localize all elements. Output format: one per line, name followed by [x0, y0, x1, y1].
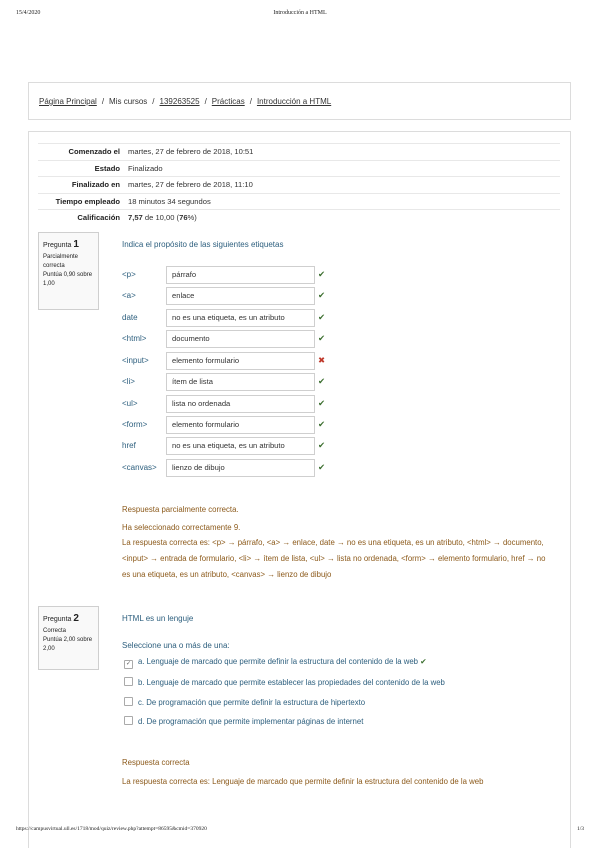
match-row	[122, 352, 332, 371]
option-text: a. Lenguaje de marcado que permite definir la estructura del contenido de la web	[138, 657, 418, 666]
match-row	[122, 437, 332, 456]
breadcrumb-course-link[interactable]: 139263525	[159, 97, 200, 106]
check-icon: ✔	[318, 290, 326, 300]
quiz-review-panel	[28, 131, 571, 848]
match-stem: <form>	[122, 420, 148, 429]
question-label: Pregunta	[43, 242, 72, 249]
check-icon: ✔	[318, 462, 326, 472]
question-2-info	[38, 606, 99, 670]
answer-option-a[interactable]	[124, 657, 427, 669]
match-select[interactable]: elemento formulario	[166, 352, 315, 370]
question-number	[43, 611, 94, 627]
breadcrumb: Página Principal / Mis cursos / 139263525 / Prácticas / Introducción a HTML	[39, 97, 332, 106]
answer-option-b[interactable]	[124, 677, 445, 687]
match-stem: href	[122, 441, 136, 450]
summary-label: Finalizado en	[38, 177, 128, 194]
question-1-info	[38, 232, 99, 310]
summary-label: Estado	[38, 160, 128, 177]
match-select[interactable]: elemento formulario	[166, 416, 315, 434]
summary-value: 18 minutos 34 segundos	[128, 193, 560, 210]
checkbox[interactable]	[124, 697, 133, 706]
question-1-selected-correct: Ha seleccionado correctamente 9.	[122, 523, 241, 532]
match-stem: <li>	[122, 377, 135, 386]
match-select[interactable]: lista no ordenada	[166, 395, 315, 413]
check-icon: ✔	[318, 269, 326, 279]
question-2-feedback: Respuesta correcta	[122, 758, 190, 767]
question-number-value: 1	[73, 239, 79, 250]
match-row	[122, 373, 332, 392]
check-icon: ✔	[318, 398, 326, 408]
check-icon: ✔	[318, 376, 326, 386]
match-stem: <html>	[122, 334, 147, 343]
question-2-prompt: Seleccione una o más de una:	[122, 641, 230, 650]
question-state: Parcialmente correcta	[43, 253, 79, 269]
question-1-text: Indica el propósito de las siguientes etiquetas	[122, 240, 284, 249]
summary-row-time	[38, 193, 560, 210]
match-row	[122, 287, 332, 306]
checkbox[interactable]	[124, 716, 133, 725]
match-row	[122, 309, 332, 328]
check-icon: ✔	[420, 657, 427, 666]
match-stem: <a>	[122, 291, 136, 300]
check-icon: ✔	[318, 419, 326, 429]
breadcrumb-home-link[interactable]: Página Principal	[39, 97, 97, 106]
breadcrumb-activity-link[interactable]: Introducción a HTML	[256, 97, 332, 106]
summary-row-finished	[38, 177, 560, 194]
print-page-number: 1/3	[576, 826, 584, 832]
breadcrumb-panel	[28, 82, 571, 120]
question-points: Puntúa 0,90 sobre 1,00	[43, 272, 93, 288]
match-row	[122, 330, 332, 349]
match-select[interactable]: párrafo	[166, 266, 315, 284]
print-title: Introducción a HTML	[273, 10, 327, 16]
summary-row-started	[38, 144, 560, 161]
print-date: 15/4/2020	[16, 10, 41, 16]
question-state: Correcta	[43, 627, 67, 634]
question-1-feedback: Respuesta parcialmente correcta.	[122, 505, 239, 514]
question-2-right-answer: La respuesta correcta es: Lenguaje de marcado que permite definir la estructura del contenido de la web	[122, 777, 484, 786]
match-select[interactable]: documento	[166, 330, 315, 348]
question-2-text: HTML es un lenguje	[122, 614, 194, 623]
grade-percent: 76	[179, 213, 188, 223]
match-select[interactable]: no es una etiqueta, es un atributo	[166, 309, 315, 327]
check-icon: ✔	[318, 333, 326, 343]
summary-label: Calificación	[38, 210, 128, 226]
match-stem: date	[122, 313, 138, 322]
summary-value: Finalizado	[128, 160, 560, 177]
option-text: b. Lenguaje de marcado que permite establecer las propiedades del contenido de la web	[138, 678, 445, 687]
summary-value	[128, 210, 560, 226]
match-row	[122, 266, 332, 285]
answer-option-d[interactable]	[124, 716, 363, 726]
grade-percent-suffix: %)	[187, 213, 197, 223]
summary-value: martes, 27 de febrero de 2018, 10:51	[128, 144, 560, 161]
summary-value: martes, 27 de febrero de 2018, 11:10	[128, 177, 560, 194]
summary-row-state	[38, 160, 560, 177]
grade-total: de 10,00 (	[142, 213, 180, 223]
match-stem: <p>	[122, 270, 136, 279]
check-icon: ✔	[318, 312, 326, 322]
summary-label: Tiempo empleado	[38, 193, 128, 210]
question-number	[43, 237, 94, 253]
checkbox[interactable]	[124, 677, 133, 686]
match-select[interactable]: no es una etiqueta, es un atributo	[166, 437, 315, 455]
attempt-summary-table	[38, 143, 560, 226]
match-stem: <canvas>	[122, 463, 157, 472]
question-label: Pregunta	[43, 616, 72, 623]
cross-icon: ✖	[318, 355, 326, 365]
print-url: https://campusvirtual.ull.es/1718/mod/quiz/review.php?attempt=86595&cmid=370920	[16, 826, 207, 832]
match-select[interactable]: ítem de lista	[166, 373, 315, 391]
summary-label: Comenzado el	[38, 144, 128, 161]
option-text: d. De programación que permite implementar páginas de internet	[138, 717, 364, 726]
match-stem: <input>	[122, 356, 149, 365]
summary-row-grade	[38, 210, 560, 226]
check-icon: ✔	[318, 440, 326, 450]
question-points: Puntúa 2,00 sobre 2,00	[43, 636, 93, 653]
match-row	[122, 459, 332, 478]
question-1-right-answer: La respuesta correcta es: <p> → párrafo, <a> → enlace, date → no es una etiqueta, es un atributo, <html> → documento, <input> → entrada de formulario, <li> → ítem de lista, <ul> → lista no ordenada, <form> → elemento formulario, href → no es una etiqueta, es un atributo, <canvas> → lienzo de dibujo	[122, 538, 546, 579]
grade-value: 7,57	[128, 213, 143, 223]
match-row	[122, 395, 332, 414]
match-select[interactable]: lienzo de dibujo	[166, 459, 315, 477]
print-footer	[16, 826, 584, 836]
match-select[interactable]: enlace	[166, 287, 315, 305]
print-header	[16, 10, 584, 20]
answer-option-c[interactable]	[124, 697, 365, 707]
breadcrumb-section-link[interactable]: Prácticas	[211, 97, 245, 106]
breadcrumb-my-courses: Mis cursos	[109, 97, 148, 106]
question-number-value: 2	[73, 613, 79, 624]
match-row	[122, 416, 332, 435]
checkbox-checked[interactable]: ✓	[125, 661, 132, 667]
option-text: c. De programación que permite definir la estructura de hipertexto	[138, 698, 366, 707]
match-stem: <ul>	[122, 399, 138, 408]
